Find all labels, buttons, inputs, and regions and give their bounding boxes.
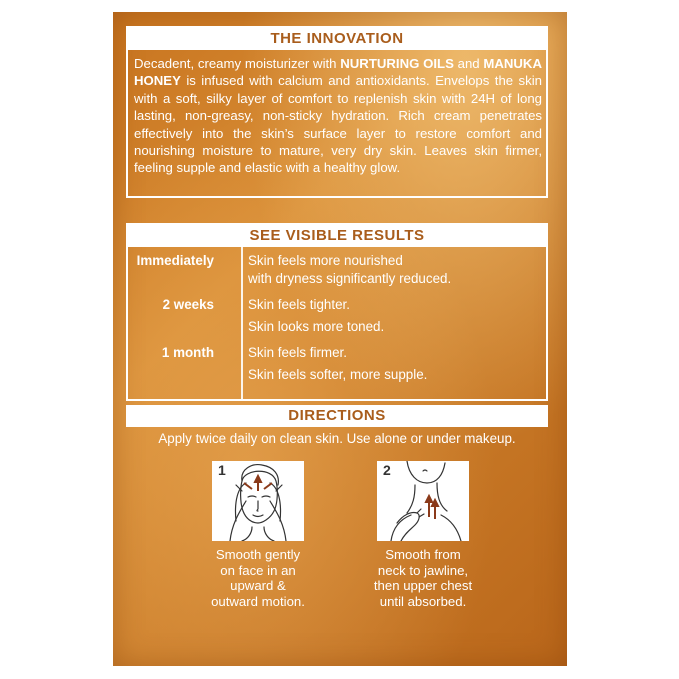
caption-line: Smooth from bbox=[385, 547, 461, 562]
results-title: SEE VISIBLE RESULTS bbox=[128, 225, 546, 247]
result-line: Skin looks more toned. bbox=[248, 319, 385, 334]
step-1-illustration bbox=[212, 461, 304, 541]
step-1-number: 1 bbox=[218, 462, 226, 478]
face-massage-icon bbox=[212, 461, 304, 541]
caption-line: Smooth gently bbox=[215, 547, 301, 562]
innovation-panel bbox=[126, 26, 548, 198]
caption-line: upward & bbox=[230, 578, 286, 593]
result-label: 2 weeks bbox=[162, 297, 214, 312]
step-2-number: 2 bbox=[383, 462, 391, 478]
product-box-back bbox=[113, 12, 567, 666]
result-line: Skin feels firmer. bbox=[248, 345, 347, 360]
innovation-title: THE INNOVATION bbox=[128, 28, 546, 50]
result-line: Skin feels softer, more supple. bbox=[248, 367, 428, 382]
step-2-illustration bbox=[377, 461, 469, 541]
result-line: with dryness significantly reduced. bbox=[248, 271, 452, 286]
caption-line: outward motion. bbox=[211, 593, 305, 609]
caption-line: on face in an bbox=[220, 562, 296, 578]
results-divider bbox=[241, 247, 243, 399]
result-label: Immediately bbox=[136, 253, 214, 268]
innovation-description bbox=[128, 50, 546, 181]
innovation-text-2: and bbox=[453, 56, 484, 71]
innovation-text-3: is infused with calcium and antioxidants. Envelops the skin with a soft, silky layer of comfort to replenish skin with 24H of long lasting, non-greasy, non-sticky hydration. Rich cream penetrates effectively into the skin’s surface layer to restore comfort and nourishing moisture to mature, very dry skin. Leaves skin firmer, feeling supple and elastic with a healthy glow. bbox=[134, 73, 542, 176]
directions-panel bbox=[126, 405, 548, 645]
innovation-bold-honey: MANUKA HONEY bbox=[134, 56, 542, 89]
caption-line: until absorbed. bbox=[379, 593, 467, 609]
caption-line: neck to jawline, bbox=[377, 562, 469, 578]
result-label: 1 month bbox=[161, 345, 214, 360]
results-panel bbox=[126, 223, 548, 401]
step-2-caption bbox=[358, 547, 488, 609]
caption-line: then upper chest bbox=[373, 578, 473, 593]
results-table bbox=[128, 247, 546, 399]
result-line: Skin feels more nourished bbox=[248, 253, 403, 268]
directions-title: DIRECTIONS bbox=[126, 405, 548, 427]
innovation-text-1: Decadent, creamy moisturizer with bbox=[134, 56, 341, 71]
innovation-bold-oils: NURTURING OILS bbox=[340, 56, 454, 71]
directions-intro: Apply twice daily on clean skin. Use alone or under makeup. bbox=[158, 431, 516, 446]
result-line: Skin feels tighter. bbox=[248, 297, 350, 312]
neck-massage-icon bbox=[377, 461, 469, 541]
step-1-caption bbox=[196, 547, 320, 609]
